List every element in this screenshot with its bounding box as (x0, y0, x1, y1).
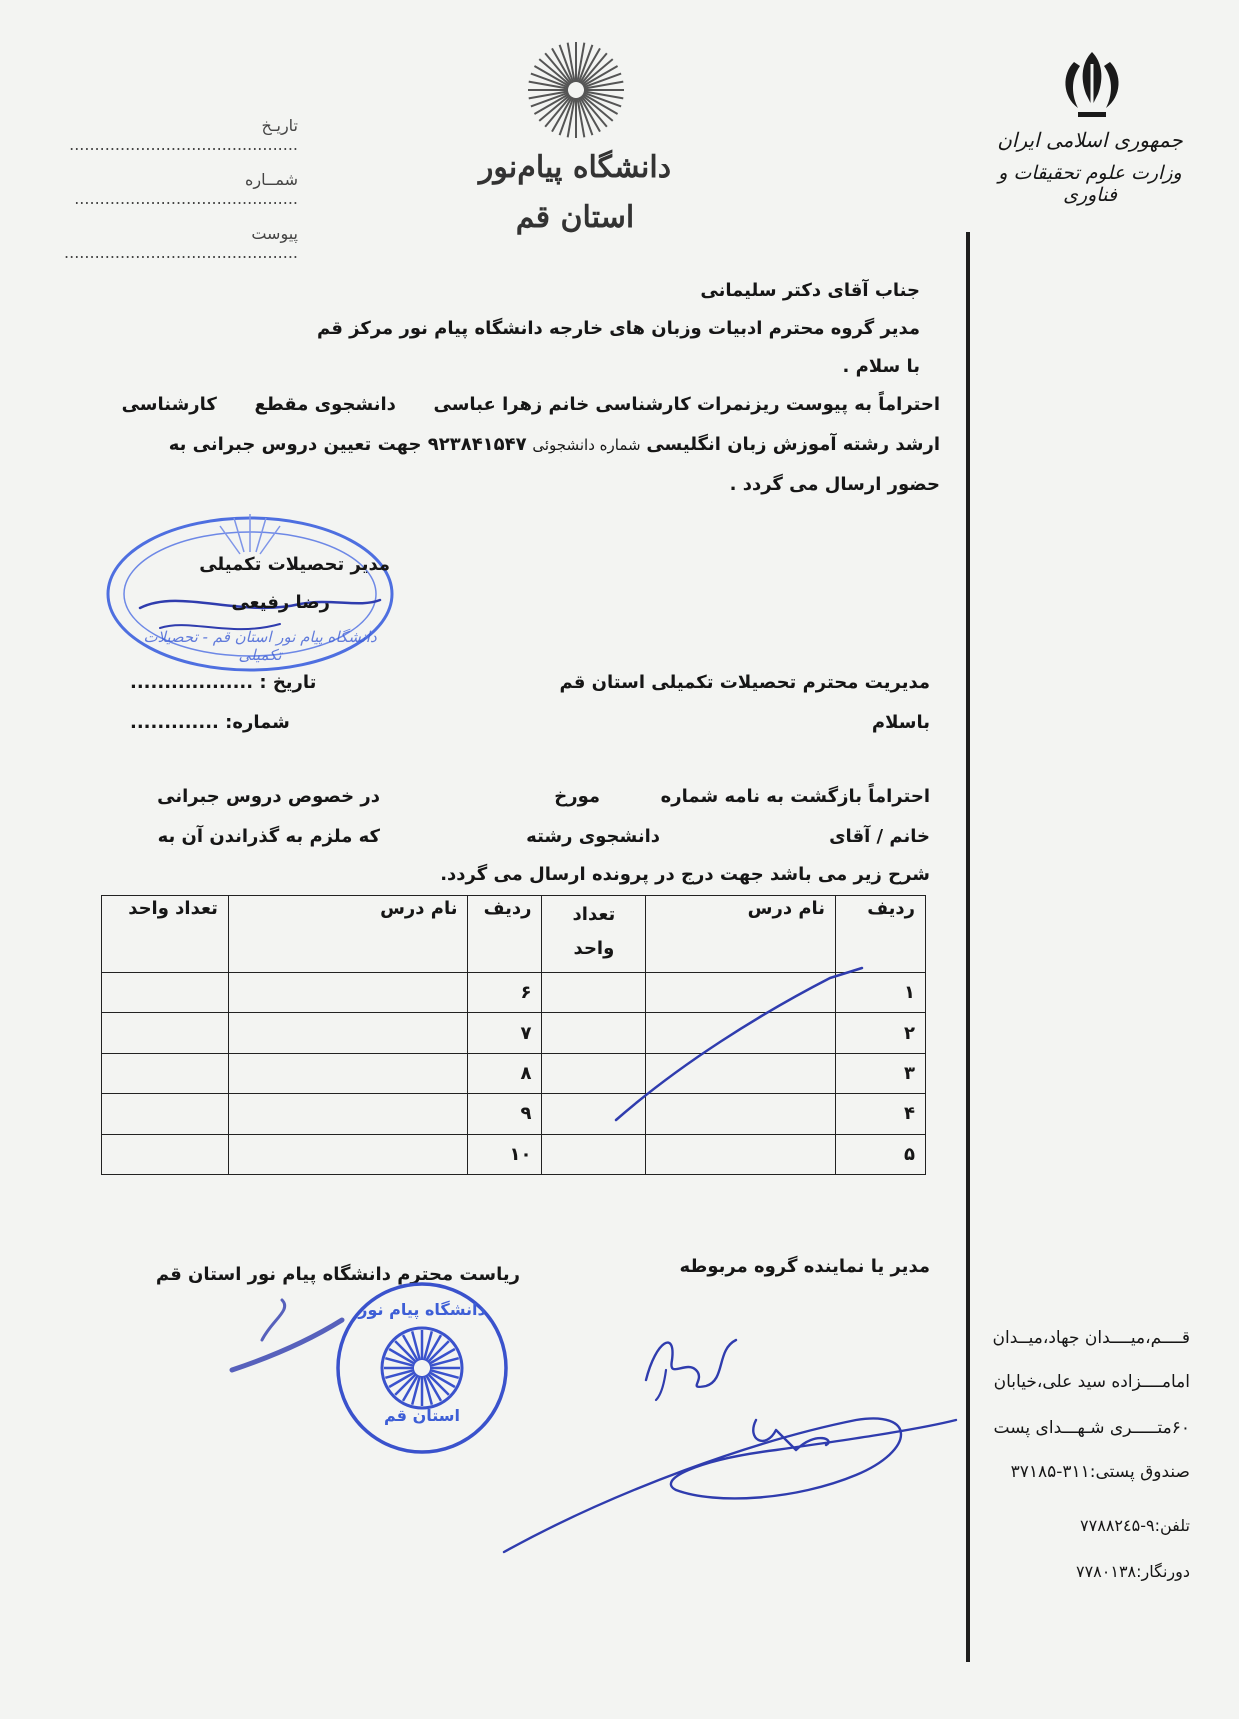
table-cancel-stroke (610, 964, 870, 1124)
letter-date-dots: ............................................. (69, 135, 298, 154)
header-course-name-1: نام درس (646, 896, 836, 973)
header-row-number-2: ردیف (468, 896, 542, 973)
reply-line1-a: احتراماً بازگشت به نامه شماره (660, 786, 930, 807)
letter-number-label: شمــاره (244, 170, 298, 189)
letter-field-of-study: ارشد رشته آموزش زبان انگلیسی (646, 434, 940, 455)
letter-body-line3: حضور ارسال می گردد . (729, 474, 940, 495)
graduate-stamp-text: دانشگاه پیام نور استان قم - تحصیلات تکمیلی (143, 628, 377, 664)
row-number-left: ۱۰ (468, 1134, 542, 1174)
row-number-right: ۱ (836, 973, 926, 1013)
university-name: دانشگاه پیام‌نور (478, 150, 672, 185)
group-representative-label: مدیر یا نماینده گروه مربوطه (679, 1256, 930, 1277)
row-number-right: ۳ (836, 1053, 926, 1093)
table-row (102, 1134, 926, 1174)
header-units-1 (542, 896, 646, 973)
address-fax: دورنگار:۷۷۸۰۱۳۸ (1075, 1562, 1190, 1581)
reply-line1-c: در خصوص دروس جبرانی (157, 786, 380, 807)
course-name-left (228, 1094, 468, 1134)
reply-greeting: باسلام (871, 712, 930, 733)
header-row-number-1: ردیف (836, 896, 926, 973)
address-line2: امامــــزاده سید علی،خیابان (993, 1372, 1190, 1392)
graduate-director-name: رضا رفیعی (231, 592, 330, 613)
course-name-left (228, 1053, 468, 1093)
row-number-right: ۵ (836, 1134, 926, 1174)
address-line1: قــــم،میــــدان جهاد،میــدان (992, 1328, 1190, 1348)
letter-recipient-title: مدیر گروه محترم ادبیات وزبان های خارجه دانشگاه پیام نور مرکز قم (317, 318, 920, 339)
presidency-signature (222, 1290, 362, 1390)
reply-line2-b: دانشجوی رشته (526, 826, 660, 847)
header-units-1-line1: تعداد (572, 904, 616, 925)
letter-attachment-dots: .............................................. (64, 243, 298, 262)
address-phone: تلفن:۹-۷۷۸۸۲٤۵ (1080, 1516, 1190, 1535)
units-left (102, 1134, 229, 1174)
course-name-right (646, 1134, 836, 1174)
letter-attachment-field (58, 224, 298, 262)
payame-noor-logo-icon (526, 40, 626, 140)
units-right (542, 1134, 646, 1174)
graduate-director-title: مدیر تحصیلات تکمیلی (199, 554, 390, 575)
reply-line1-b: مورخ (554, 786, 600, 807)
seal-top-text: دانشگاه پیام نور (358, 1300, 486, 1319)
reply-number-field: شماره: ............. (130, 712, 290, 733)
row-number-right: ۲ (836, 1013, 926, 1053)
letter-number-field (58, 170, 298, 208)
republic-name: جمهوری اسلامی ایران (997, 128, 1183, 152)
address-line3: ۶۰متـــــری شـهـــدای پست (993, 1418, 1190, 1438)
reply-line2-c: که ملزم به گذراندن آن به (157, 826, 380, 847)
reply-recipient: مدیریت محترم تحصیلات تکمیلی استان قم (559, 672, 930, 693)
presidency-label: ریاست محترم دانشگاه پیام نور استان قم (155, 1264, 520, 1285)
iran-emblem-icon (1052, 44, 1132, 124)
reply-date-field: تاریخ : .................. (130, 672, 317, 693)
student-number-value: ۹۲۳۸۴۱۵۴۷ جهت تعیین دروس جبرانی به (168, 434, 527, 455)
reply-line3: شرح زیر می باشد جهت درج در پرونده ارسال می گردد. (440, 864, 930, 885)
letter-date-field (58, 116, 298, 154)
letterhead-ministry (990, 44, 1210, 204)
units-left (102, 1053, 229, 1093)
course-name-left (228, 973, 468, 1013)
student-number-label: شماره دانشجوئی (532, 436, 641, 454)
letter-date-label: تاریـخ (261, 116, 298, 135)
seal-bottom-text: استان قم (383, 1406, 460, 1425)
header-units-1-line2: واحد (573, 938, 615, 959)
letter-number-dots: ............................................ (74, 189, 298, 208)
group-rep-signature (496, 1300, 976, 1560)
row-number-left: ۹ (468, 1094, 542, 1134)
table-header-row (102, 896, 926, 973)
course-name-left (228, 1134, 468, 1174)
units-left (102, 1013, 229, 1053)
units-left (102, 973, 229, 1013)
row-number-right: ۴ (836, 1094, 926, 1134)
ministry-name: وزارت علوم تحقیقات و فناوری (998, 162, 1182, 206)
row-number-left: ۸ (468, 1053, 542, 1093)
letter-greeting: با سلام . (842, 356, 920, 377)
course-name-left (228, 1013, 468, 1053)
letter-body-line2 (118, 434, 940, 455)
reply-line2-a: خانم / آقای (829, 826, 930, 847)
province-name: استان قم (515, 200, 635, 235)
row-number-left: ۷ (468, 1013, 542, 1053)
header-units-2: تعداد واحد (102, 896, 229, 973)
letter-attachment-label: پیوست (251, 224, 298, 243)
row-number-left: ۶ (468, 973, 542, 1013)
address-po-box: صندوق پستی:۳۱۱-۳۷۱۸۵ (1010, 1462, 1190, 1482)
header-course-name-2: نام درس (228, 896, 468, 973)
letter-recipient: جناب آقای دکتر سلیمانی (700, 280, 920, 301)
letter-body-line1: احتراماً به پیوست ریزنمرات کارشناسی خانم زهرا عباسی دانشجوی مقطع کارشناسی (121, 394, 940, 415)
units-left (102, 1094, 229, 1134)
